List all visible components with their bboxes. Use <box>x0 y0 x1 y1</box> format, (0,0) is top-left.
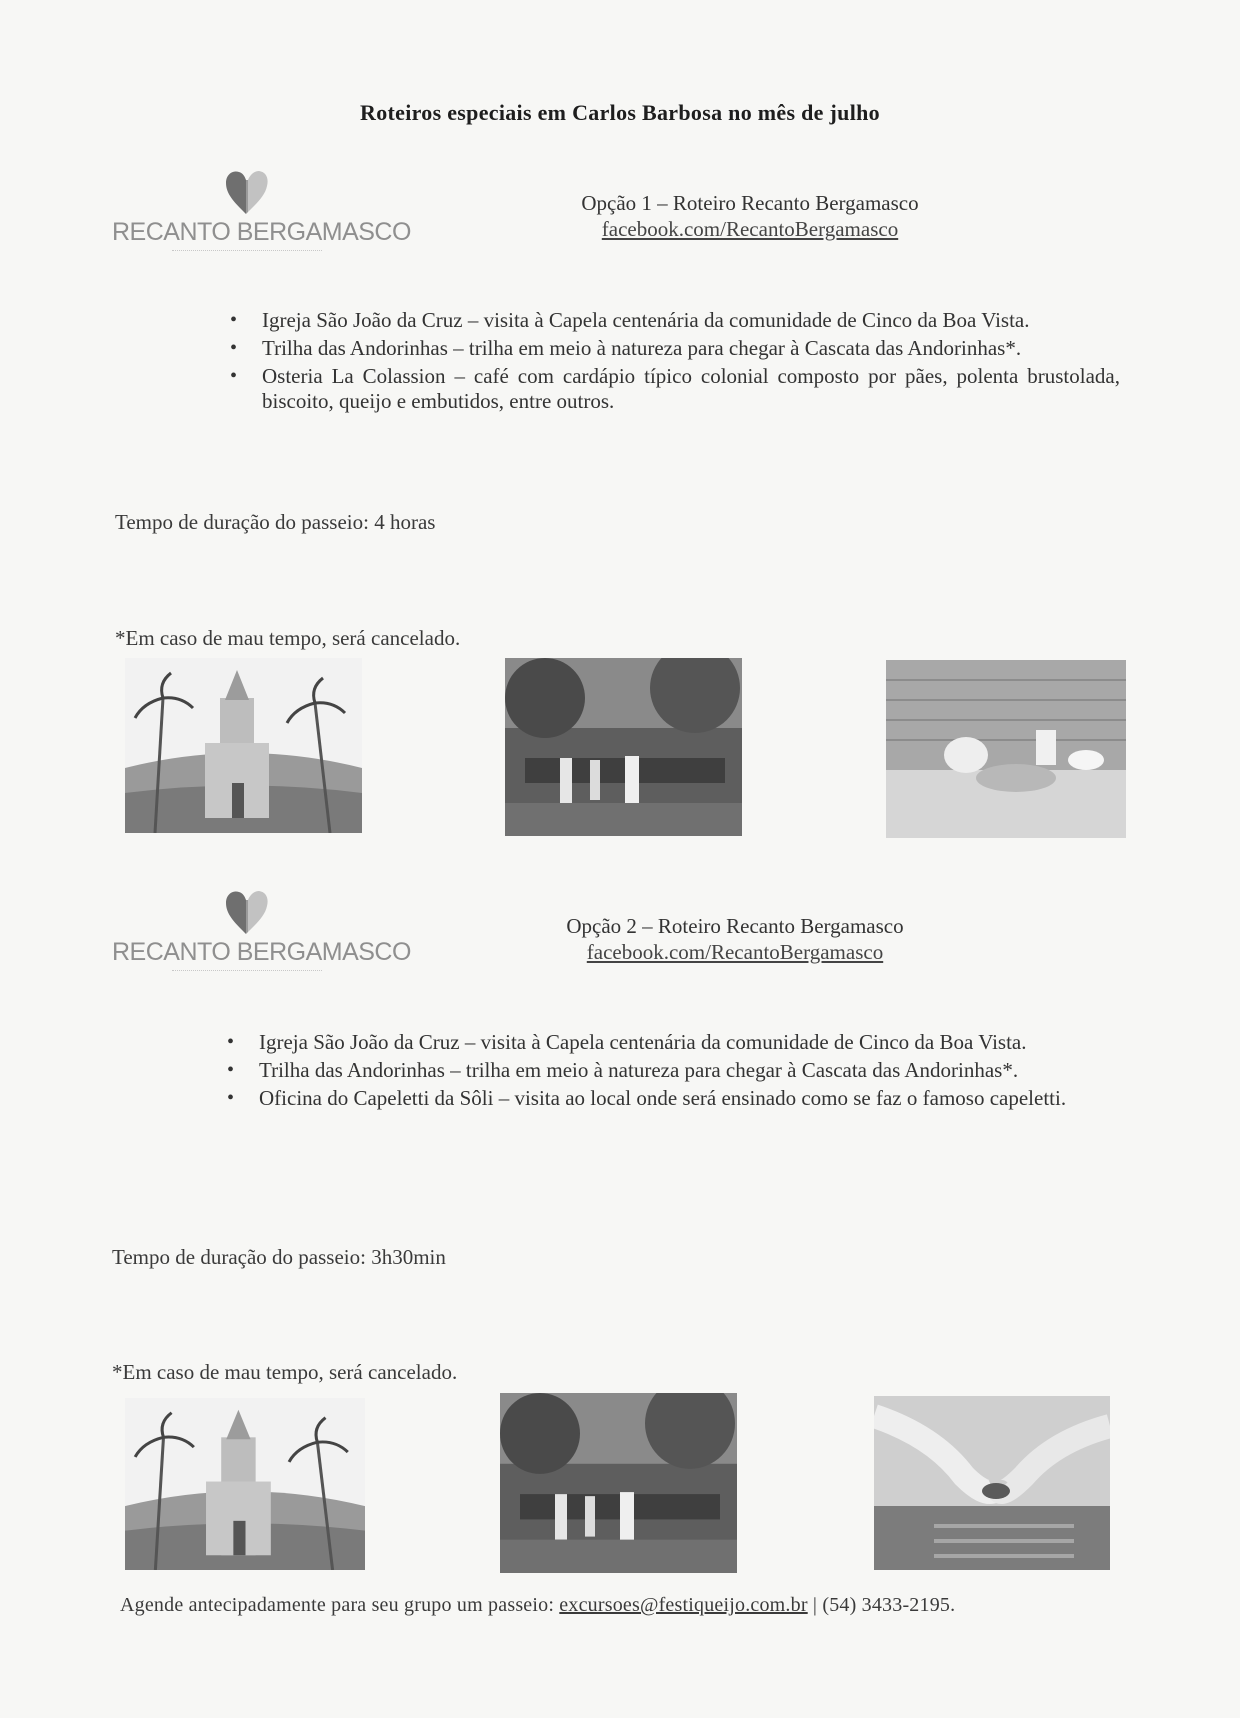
church-photo <box>125 658 362 833</box>
waterfall-photo <box>500 1393 737 1573</box>
option1-itinerary-list <box>230 308 1120 417</box>
footer-phone: (54) 3433-2195. <box>822 1594 956 1616</box>
heart-icon <box>224 888 270 936</box>
heart-icon <box>224 168 270 216</box>
option2-heading: Opção 2 – Roteiro Recanto Bergamasco <box>566 914 904 938</box>
list-item: • Trilha das Andorinhas – trilha em meio à natureza para chegar à Cascata das Andorinhas*. <box>227 1058 1117 1083</box>
document-title: Roteiros especiais em Carlos Barbosa no mês de julho <box>360 100 880 125</box>
waterfall-photo <box>505 658 742 836</box>
option1-facebook-link[interactable]: facebook.com/RecantoBergamasco <box>601 217 899 241</box>
list-item: • Igreja São João da Cruz – visita à Capela centenária da comunidade de Cinco da Boa Vista. <box>230 308 1120 333</box>
option2-duration: Tempo de duração do passeio: 3h30min <box>112 1245 446 1269</box>
logo-tagline-decoration <box>172 250 322 253</box>
logo-brand-text: RECANTO BERGAMASCO <box>112 938 411 966</box>
footer-separator: | <box>812 1594 818 1616</box>
option1-header <box>530 190 970 242</box>
colonial-breakfast-photo <box>886 660 1126 838</box>
option1-duration: Tempo de duração do passeio: 4 horas <box>115 510 436 534</box>
list-item: • Trilha das Andorinhas – trilha em meio à natureza para chegar à Cascata das Andorinhas*. <box>230 336 1120 361</box>
option2-itinerary-list <box>227 1030 1117 1114</box>
option2-header <box>515 913 955 965</box>
option1-heading: Opção 1 – Roteiro Recanto Bergamasco <box>581 191 919 215</box>
list-item: • Igreja São João da Cruz – visita à Capela centenária da comunidade de Cinco da Boa Vista. <box>227 1030 1117 1055</box>
footer-email-link[interactable]: excursoes@festiqueijo.com.br <box>559 1594 808 1616</box>
recanto-bergamasco-logo <box>112 888 411 998</box>
logo-brand-text: RECANTO BERGAMASCO <box>112 218 411 246</box>
list-item: • Osteria La Colassion – café com cardápio típico colonial composto por pães, polenta brustolada, biscoito, queijo e embutidos, entre outros. <box>230 364 1120 414</box>
footer-text: Agende antecipadamente para seu grupo um passeio: <box>120 1594 555 1616</box>
option1-weather-note: *Em caso de mau tempo, será cancelado. <box>115 626 461 650</box>
capeletti-hands-photo <box>874 1396 1110 1570</box>
list-item: • Oficina do Capeletti da Sôli – visita ao local onde será ensinado como se faz o famoso capeletti. <box>227 1086 1117 1111</box>
church-photo <box>125 1398 365 1570</box>
recanto-bergamasco-logo <box>112 168 411 278</box>
option2-weather-note: *Em caso de mau tempo, será cancelado. <box>112 1360 458 1384</box>
option2-facebook-link[interactable]: facebook.com/RecantoBergamasco <box>586 940 884 964</box>
footer-contact <box>120 1594 955 1617</box>
logo-tagline-decoration <box>172 970 322 973</box>
